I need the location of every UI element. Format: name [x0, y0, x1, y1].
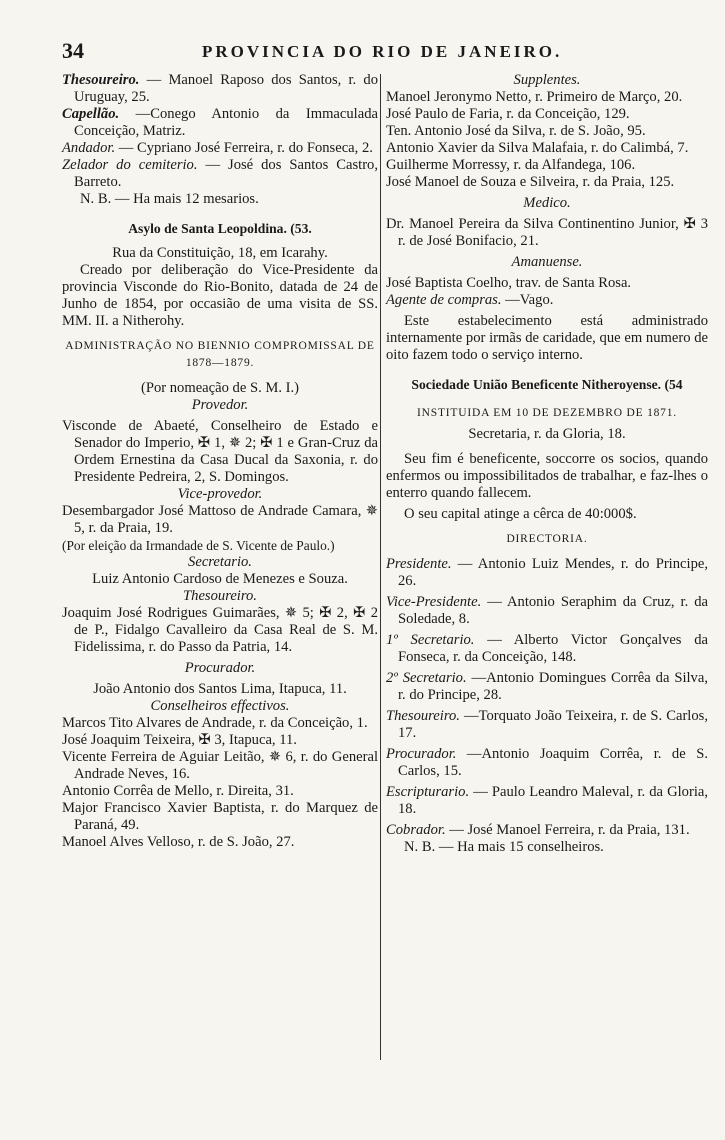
role-heading: Provedor.: [191, 397, 249, 413]
entry-text: — Antonio Seraphim da Cruz, r. da Soledade, 8.: [398, 594, 708, 627]
page-number: 34: [62, 38, 84, 63]
institution-date: INSTITUIDA EM 10 DE DEZEMBRO DE 1871.: [417, 407, 677, 419]
member-entry: José Manoel de Souza e Silveira, r. da Praia, 125.: [386, 174, 675, 190]
column-divider: [380, 74, 381, 1060]
member-entry: Manoel Jeronymo Netto, r. Primeiro de Março, 20.: [386, 89, 683, 105]
entry-label: Vice-Presidente.: [386, 594, 482, 610]
role-heading: Supplentes.: [513, 72, 581, 88]
member-entry: José Joaquim Teixeira, ✠ 3, Itapuca, 11.: [62, 732, 297, 748]
entry-text: —Torquato João Teixeira, r. de S. Carlos, 17.: [398, 708, 708, 741]
address-line: Rua da Constituição, 18, em Icarahy.: [112, 245, 328, 261]
entry-label: 2º Secretario.: [386, 670, 467, 686]
administration-heading: ADMINISTRAÇÃO NO BIENNIO COMPROMISSAL DE 1878—1879.: [65, 340, 375, 369]
entry-label: Thesoureiro.: [62, 72, 140, 88]
directoria-heading: DIRECTORIA.: [506, 533, 588, 545]
role-heading: Vice-provedor.: [177, 486, 263, 502]
entry-text: —Antonio Domingues Corrêa da Silva, r. do Principe, 28.: [398, 670, 708, 703]
paragraph: Creado por deliberação do Vice-Presidente da provincia Visconde do Rio-Bonito, datada de 24 de Junho de 1854, por occasião de uma visita de SS. MM. II. a Nitherohy.: [62, 262, 378, 329]
entry-text: — José dos Santos Castro, Barreto.: [74, 157, 378, 190]
role-heading: Thesoureiro.: [183, 588, 257, 604]
running-title: PROVINCIA DO RIO DE JANEIRO.: [202, 42, 563, 61]
role-heading: Amanuense.: [511, 254, 583, 270]
section-heading: Sociedade União Beneficente Nitheroyense. (54: [411, 377, 683, 392]
role-heading: Conselheiros effectivos.: [150, 698, 290, 714]
member-entry: Antonio Corrêa de Mello, r. Direita, 31.: [62, 783, 294, 799]
entry-label: Andador.: [62, 140, 116, 156]
role-heading: Procurador.: [184, 660, 256, 676]
member-entry: José Baptista Coelho, trav. de Santa Rosa.: [386, 275, 632, 291]
member-entry: Desembargador José Mattoso de Andrade Camara, ✵ 5, r. da Praia, 19.: [62, 503, 378, 536]
entry-label: 1º Secretario.: [386, 632, 475, 648]
role-heading: Medico.: [523, 195, 571, 211]
entry-text: — José Manoel Ferreira, r. da Praia, 131.: [449, 822, 690, 838]
member-entry: José Paulo de Faria, r. da Conceição, 129.: [386, 106, 630, 122]
left-column: [62, 72, 378, 851]
member-entry: Joaquim José Rodrigues Guimarães, ✵ 5; ✠ 2, ✠ 2 de P., Fidalgo Cavalleiro da Casa Real de S. M. Fidelissima, r. do Passo da Patria, 14.: [62, 605, 378, 655]
page-header: [62, 38, 712, 68]
entry-text: —Vago.: [505, 292, 554, 308]
right-column: [386, 72, 708, 856]
section-heading: Asylo de Santa Leopoldina. (53.: [128, 221, 312, 236]
appointment-note: (Por nomeação de S. M. I.): [140, 380, 300, 396]
member-entry: Ten. Antonio José da Silva, r. de S. João, 95.: [386, 123, 646, 139]
note-text: N. B. — Ha mais 15 conselheiros.: [404, 839, 604, 855]
entry-label: Agente de compras.: [386, 292, 502, 308]
member-entry: Luiz Antonio Cardoso de Menezes e Souza.: [92, 571, 348, 587]
member-entry: Manoel Alves Velloso, r. de S. João, 27.: [62, 834, 295, 850]
member-entry: João Antonio dos Santos Lima, Itapuca, 11.: [93, 681, 347, 697]
note-text: N. B. — Ha mais 12 mesarios.: [80, 191, 259, 207]
entry-label: Cobrador.: [386, 822, 446, 838]
role-heading: Secretario.: [188, 554, 252, 570]
entry-text: — Cypriano José Ferreira, r. do Fonseca, 2.: [118, 140, 373, 156]
member-entry: Marcos Tito Alvares de Andrade, r. da Conceição, 1.: [62, 715, 368, 731]
member-entry: Visconde de Abaeté, Conselheiro de Estado e Senador do Imperio, ✠ 1, ✵ 2; ✠ 1 e Gran-Cruz da Ordem Ernestina da Casa Ducal da Saxonia, r. do Presidente Pedreira, 2, S. Domingos.: [62, 418, 378, 485]
entry-label: Procurador.: [386, 746, 457, 762]
entry-text: —Conego Antonio da Immaculada Conceição, Matriz.: [74, 106, 378, 139]
member-entry: Guilherme Morressy, r. da Alfandega, 106.: [386, 157, 636, 173]
entry-text: —Antonio Joaquim Corrêa, r. de S. Carlos, 15.: [398, 746, 708, 779]
paragraph: Seu fim é beneficente, soccorre os socios, quando enfermos ou impossibilitados de trabalhar, e faz-lhes o enterro quando fallecem.: [386, 451, 708, 501]
entry-text: — Antonio Luiz Mendes, r. do Principe, 26.: [398, 556, 708, 589]
address-line: Secretaria, r. da Gloria, 18.: [468, 426, 626, 442]
entry-label: Escripturario.: [386, 784, 470, 800]
entry-label: Thesoureiro.: [386, 708, 460, 724]
entry-label: Capellão.: [62, 106, 120, 122]
member-entry: Dr. Manoel Pereira da Silva Continentino Junior, ✠ 3 r. de José Bonifacio, 21.: [386, 216, 708, 249]
member-entry: Antonio Xavier da Silva Malafaia, r. do Calimbá, 7.: [386, 140, 689, 156]
member-entry: Vicente Ferreira de Aguiar Leitão, ✵ 6, r. do General Andrade Neves, 16.: [62, 749, 378, 782]
entry-text: — Manoel Raposo dos Santos, r. do Uruguay, 25.: [74, 72, 379, 105]
entry-text: — Alberto Victor Gonçalves da Fonseca, r. da Conceição, 148.: [398, 632, 708, 665]
entry-label: Presidente.: [386, 556, 452, 572]
paragraph: Este estabelecimento está administrado internamente por irmãs de caridade, que em numero de oito fazem todo o serviço interno.: [386, 313, 708, 363]
member-entry: Major Francisco Xavier Baptista, r. do Marquez de Paraná, 49.: [62, 800, 378, 833]
election-note: (Por eleição da Irmandade de S. Vicente de Paulo.): [62, 538, 335, 553]
entry-label: Zelador do cemiterio.: [62, 157, 198, 173]
capital-line: O seu capital atinge a cêrca de 40:000$.: [404, 506, 637, 522]
entry-text: — Paulo Leandro Maleval, r. da Gloria, 18.: [398, 784, 709, 817]
